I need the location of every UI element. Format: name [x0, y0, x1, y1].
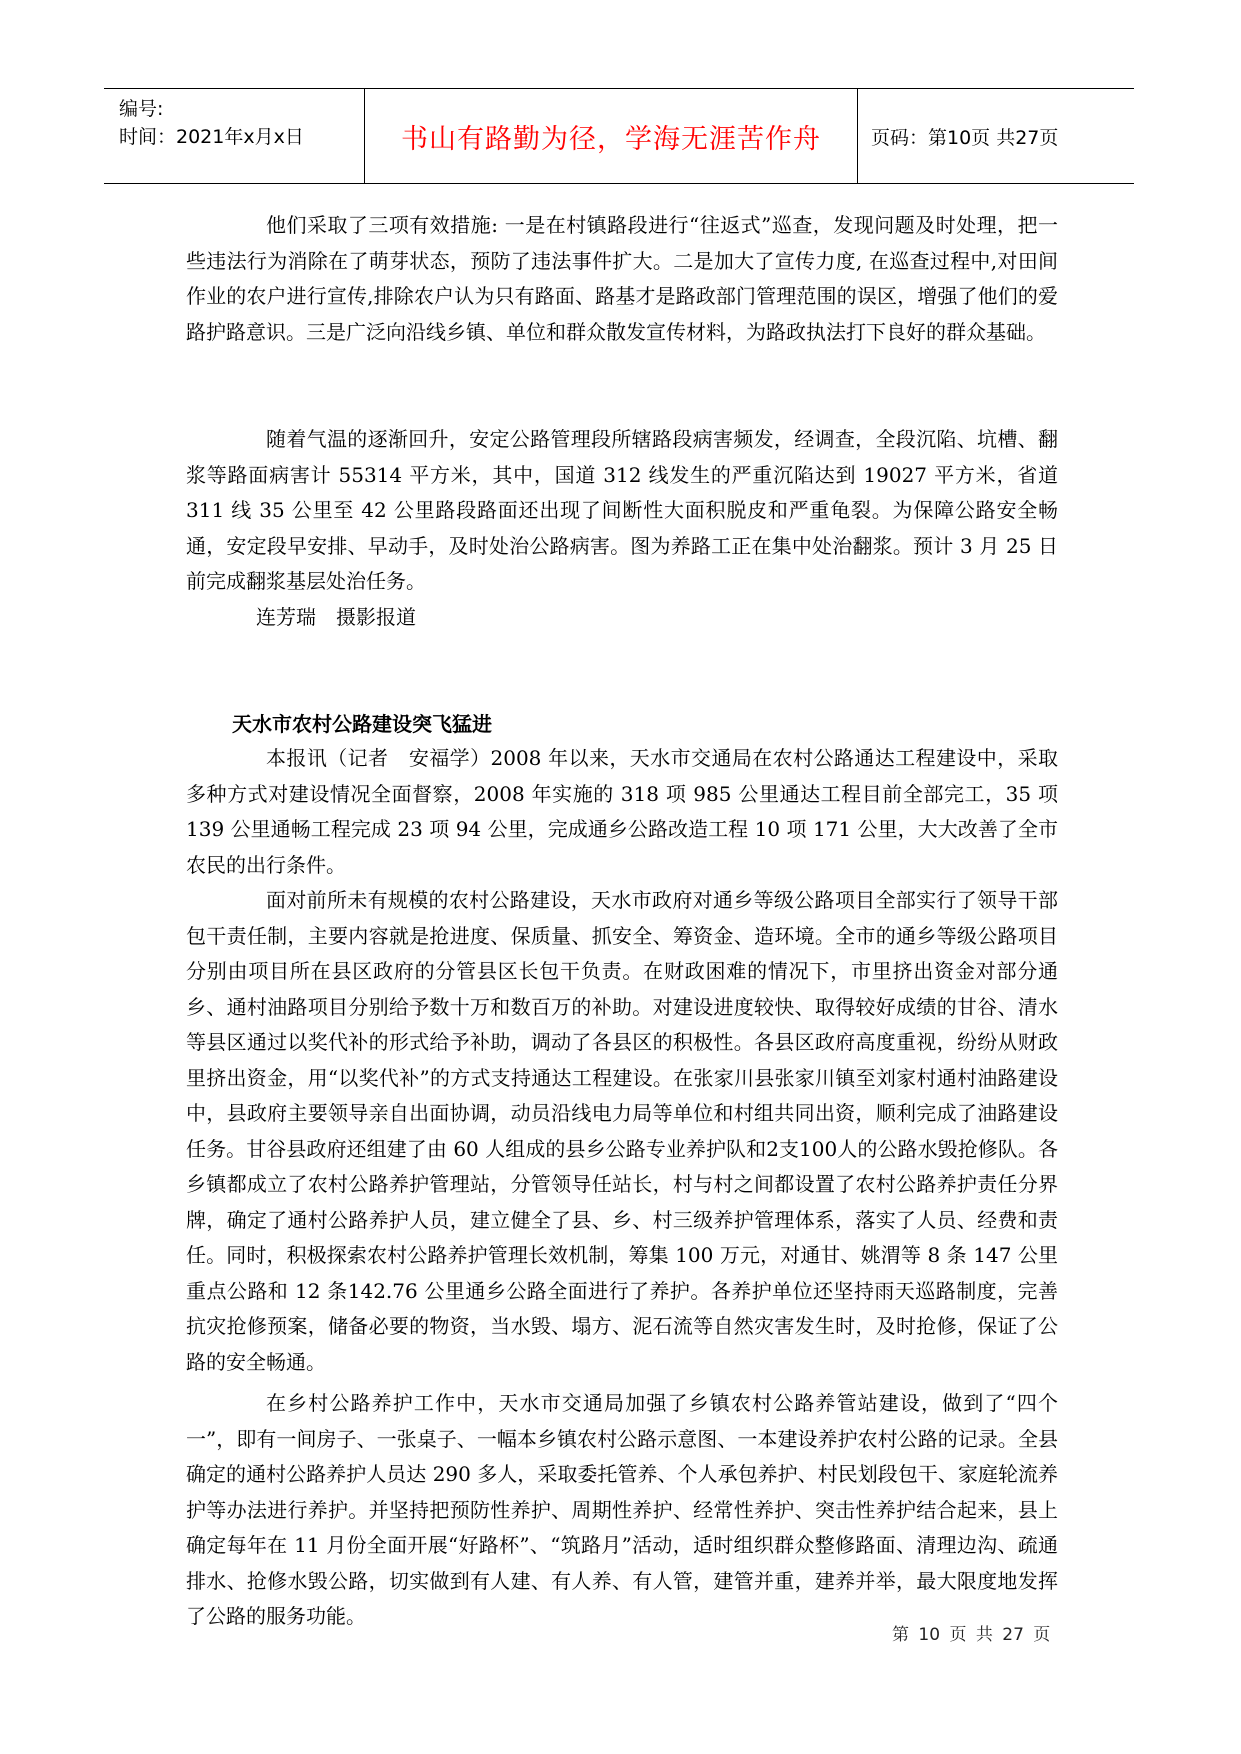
header-right-cell — [859, 89, 1134, 183]
article3-paragraph: 在乡村公路养护工作中，天水市交通局加强了乡镇农村公路养管站建设，做到了“四个一”，即有一间房子、一张桌子、一幅本乡镇农村公路示意图、一本建设养护农村公路的记录。全县确定的通村公路养护人员达 290 多人，采取委托管养、个人承包养护、村民划段包干、家庭轮流养护等办法进行养护。并坚持把预防性养护、周期性养护、经常性养护、突击性养护结合起来，县上确定每年在 11 月份全面开展“好路杯”、“筑路月”活动，适时组织群众整修路面、清理边沟、疏通排水、抢修水毁公路，切实做到有人建、有人养、有人管，建管并重，建养并举，最大限度地发挥了公路的服务功能。 — [186, 1391, 1058, 1628]
article2-byline: 连芳瑞 摄影报道 — [256, 604, 416, 629]
document-header — [104, 88, 1134, 184]
header-left-cell — [104, 89, 365, 183]
article2-paragraph: 随着气温的逐渐回升，安定公路管理段所辖路段病害频发，经调查，全段沉陷、坑槽、翻浆等路面病害计 55314 平方米，其中，国道 312 线发生的严重沉陷达到 19027 平方米，省道 311 线 35 公里至 42 公里路段路面还出现了间断性大面积脱皮和严重龟裂。为保障公路安全畅通，安定段早安排、早动手，及时处治公路病害。图为养路工正在集中处治翻浆。预计 3 月 25 日前完成翻浆基层处治任务。 — [186, 427, 1058, 593]
page-number-footer: 第 10 页 共 27 页 — [892, 1625, 1051, 1645]
spacer — [186, 635, 1058, 707]
spacer — [186, 350, 1058, 422]
article3-paragraph: 面对前所未有规模的农村公路建设，天水市政府对通乡等级公路项目全部实行了领导干部包干责任制，主要内容就是抢进度、保质量、抓安全、筹资金、造环境。全市的通乡等级公路项目分别由项目所在县区政府的分管县区长包干负责。在财政困难的情况下，市里挤出资金对部分通乡、通村油路项目分别给予数十万和数百万的补助。对建设进度较快、取得较好成绩的甘谷、清水等县区通过以奖代补的形式给予补助，调动了各县区的积极性。各县区政府高度重视，纷纷从财政里挤出资金，用“以奖代补”的方式支持通达工程建设。在张家川县张家川镇至刘家村通村油路建设中，县政府主要领导亲自出面协调，动员沿线电力局等单位和村组共同出资，顺利完成了油路建设任务。甘谷县政府还组建了由 60 人组成的县乡公路专业养护队和2支100人的公路水毁抢修队。各乡镇都成立了农村公路养护管理站，分管领导任站长，村与村之间都设置了农村公路养护责任分界牌，确定了通村公路养护人员，建立健全了县、乡、村三级养护管理体系，落实了人员、经费和责任。同时，积极探索农村公路养护管理长效机制，筹集 100 万元，对通甘、姚渭等 8 条 147 公里重点公路和 12 条142.76 公里通乡公路全面进行了养护。各养护单位还坚持雨天巡路制度，完善抗灾抢修预案，储备必要的物资，当水毁、塌方、泥石流等自然灾害发生时，及时抢修，保证了公路的安全畅通。 — [186, 888, 1058, 1374]
article1-paragraph: 他们采取了三项有效措施: 一是在村镇路段进行“往返式”巡查，发现问题及时处理，把一些违法行为消除在了萌芽状态，预防了违法事件扩大。二是加大了宣传力度, 在巡查过程中,对田间作业的农户进行宣传,排除农户认为只有路面、路基才是路政部门管理范围的误区，增强了他们的爱路护路意识。三是广泛向沿线乡镇、单位和群众散发宣传材料，为路政执法打下良好的群众基础。 — [186, 213, 1058, 344]
document-number-label: 编号: — [119, 98, 164, 120]
header-middle-cell — [365, 89, 858, 183]
document-date: 时间：2021年x月x日 — [119, 126, 304, 148]
article3-paragraph: 本报讯（记者 安福学）2008 年以来，天水市交通局在农村公路通达工程建设中，采取多种方式对建设情况全面督察，2008 年实施的 318 项 985 公里通达工程目前全部完工，35 项 139 公里通畅工程完成 23 项 94 公里，完成通乡公路改造工程 10 项 171 公里，大大改善了全市农民的出行条件。 — [186, 746, 1058, 877]
article3-title: 天水市农村公路建设突飞猛进 — [232, 712, 492, 736]
document-body — [186, 208, 1058, 1635]
header-page-info: 页码：第10页 共27页 — [871, 126, 1059, 149]
motto: 书山有路勤为径，学海无涯苦作舟 — [401, 123, 821, 155]
